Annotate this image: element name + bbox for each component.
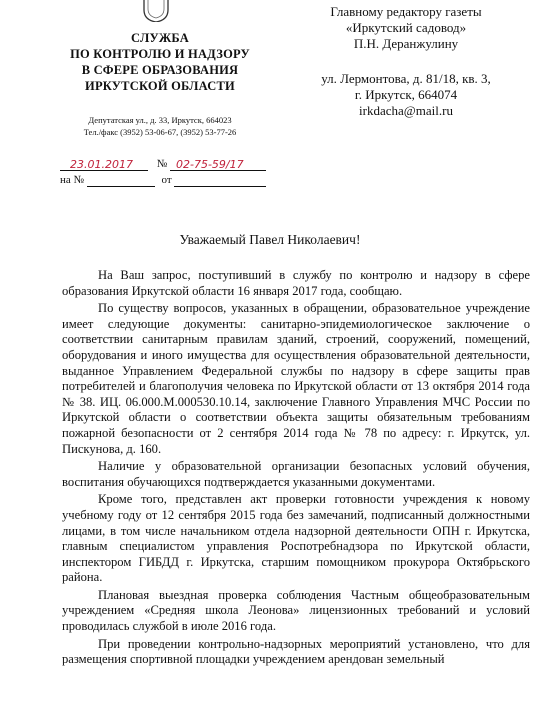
body-paragraph: На Ваш запрос, поступивший в службу по контролю и надзору в сфере образования Иркутской области 16 января 2017 года, сообщаю. — [62, 268, 530, 298]
ref-number-field — [170, 158, 266, 171]
recipient-city: г. Иркутск, 664074 — [354, 87, 458, 102]
recipient-name: П.Н. Деранжулину — [353, 36, 459, 51]
recipient-street: ул. Лермонтова, д. 81/18, кв. 3, — [321, 71, 491, 86]
body-paragraph: Кроме того, представлен акт проверки готовности учреждения к новому учебному году от 12 сентября 2015 года без замечаний, подписанный должностными лицами, в том числе начальником отдела надзорной деятельности ОПН г. Иркутска, главным специалистом управления Роспотребнадзора по Иркутской области, инспектором ГИБДД г. Иркутска, старшим помощником прокурора Октябрьского района. — [62, 492, 530, 585]
ref-date-field — [60, 158, 148, 171]
recipient-title: Главному редактору газеты — [330, 4, 482, 19]
agency-line: ИРКУТСКОЙ ОБЛАСТИ — [85, 79, 235, 93]
sender-phone: Тел./факс (3952) 53-06-67, (3952) 53-77-26 — [83, 127, 237, 137]
ref-on-row — [60, 173, 290, 189]
ref-from-label: от — [161, 174, 172, 186]
recipient-newspaper: «Иркутский садовод» — [345, 20, 467, 35]
sender-contact — [60, 114, 260, 138]
agency-line: В СФЕРЕ ОБРАЗОВАНИЯ — [81, 63, 239, 77]
ref-date: 23.01.2017 — [70, 158, 133, 171]
ref-number-label: № — [156, 158, 168, 170]
outgoing-reference — [60, 157, 290, 189]
ref-date-number-row — [60, 157, 290, 173]
ref-on-label: на № — [60, 174, 85, 186]
agency-line: СЛУЖБА — [131, 31, 189, 45]
body-paragraph: При проведении контрольно-надзорных мероприятий установлено, что для размещения спортивной площадки учреждением арендован земельный — [62, 636, 530, 667]
ref-from-field — [174, 174, 266, 187]
recipient-block — [280, 4, 532, 119]
body-paragraph: Плановая выездная проверка соблюдения Частным общеобразовательным учреждением «Средняя школа Леонова» лицензионных требований и условий проводилась службой в июле 2016 года. — [62, 587, 530, 634]
ref-on-field — [87, 174, 155, 187]
sender-address: Депутатская ул., д. 33, Иркутск, 664023 — [88, 115, 232, 125]
body-paragraph: По существу вопросов, указанных в обращении, образовательное учреждение имеет следующие документы: санитарно-эпидемиологическое заключение о соответствии санитарным правилам зданий, строений, сооружений, помещений, оборудования и иного имущества для осуществления образовательной деятельности, выданное Управлением Федеральной службы по надзору в сфере защиты прав потребителей и благополучия человека по Иркутской области от 13 октября 2014 года № 38. ИЦ. 06.000.М.000530.10.14, заключение Главного Управления МЧС России по Иркутской области о соответствии объекта защиты обязательным требованиям пожарной безопасности от 2 сентября 2014 года № 78 по адресу: г. Иркутск, ул. Пискунова, д. 160. — [62, 301, 530, 456]
coat-of-arms-icon — [140, 0, 172, 22]
ref-number: 02-75-59/17 — [176, 158, 244, 171]
sender-agency-name — [60, 30, 260, 94]
body-paragraph: Наличие у образовательной организации безопасных условий обучения, воспитания обучающихся подтверждается указанными документами. — [62, 459, 530, 489]
recipient-email: irkdacha@mail.ru — [359, 103, 453, 118]
salutation: Уважаемый Павел Николаевич! — [179, 232, 361, 247]
letter-body — [62, 268, 530, 670]
agency-line: ПО КОНТРОЛЮ И НАДЗОРУ — [70, 47, 250, 61]
